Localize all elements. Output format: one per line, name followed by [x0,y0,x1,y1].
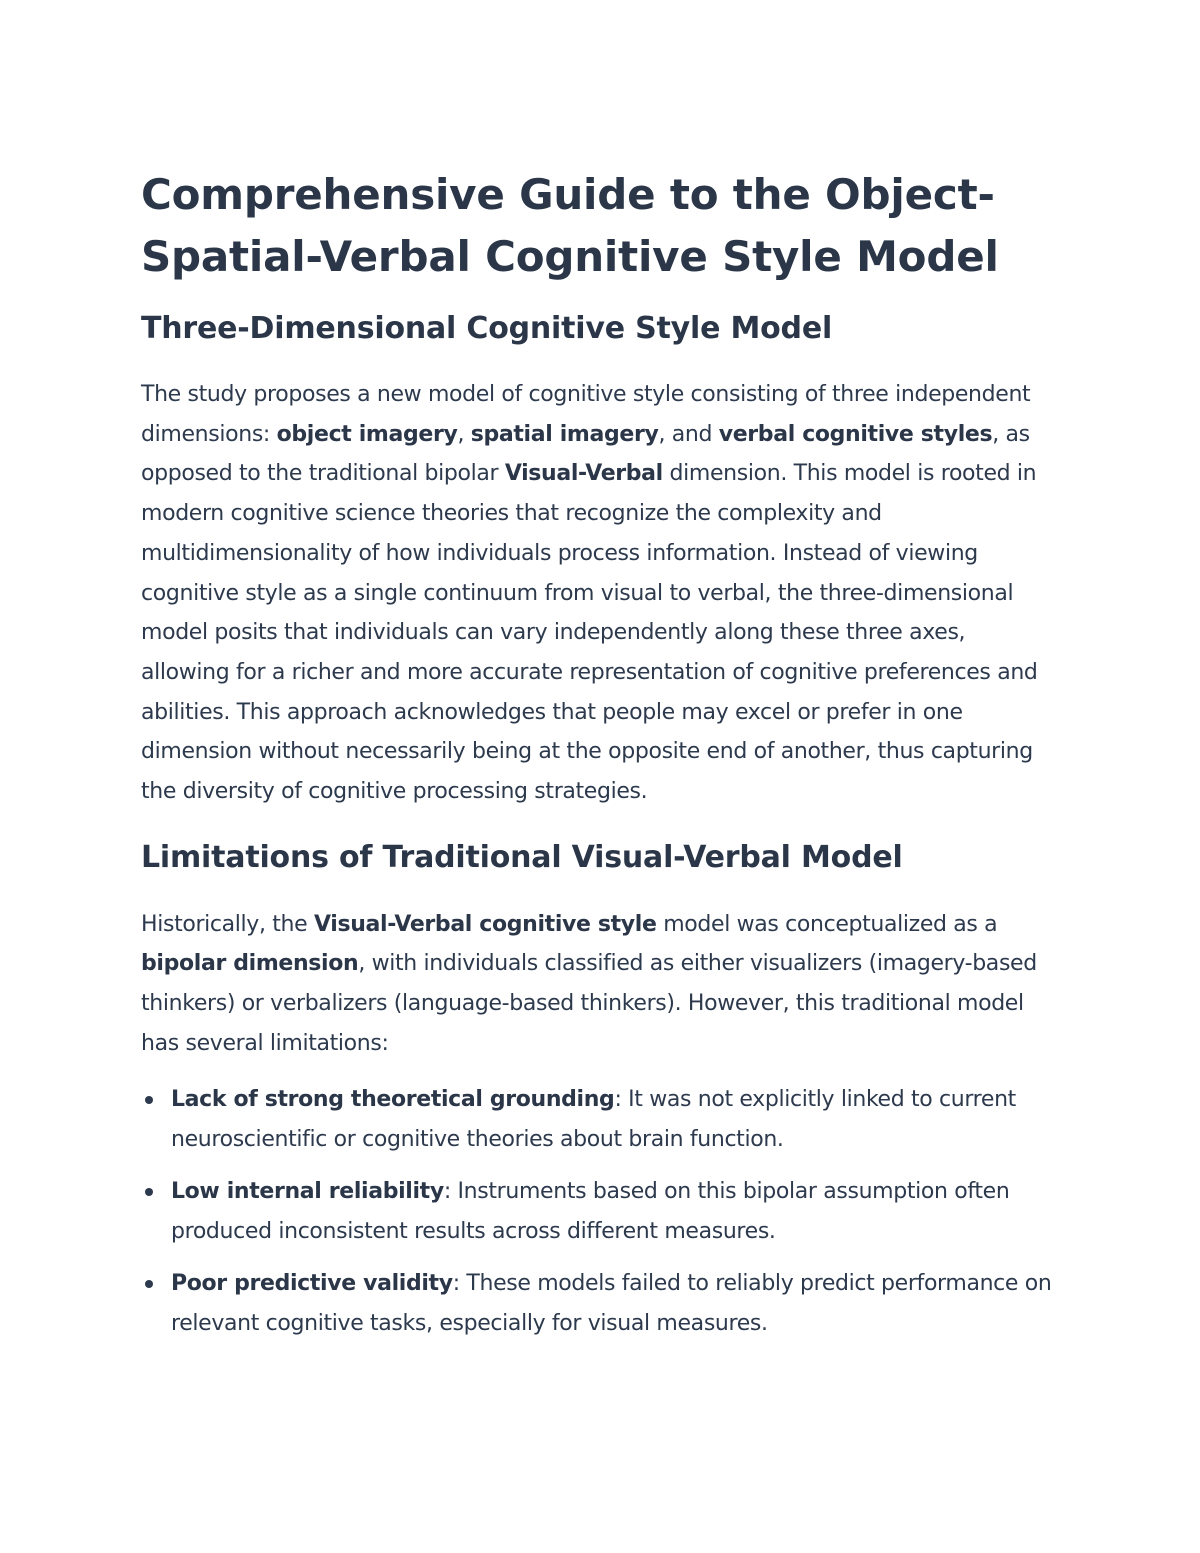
list-item-text: : These models failed to reliably predict performance on relevant cognitive tasks, especially for visual measures. [171,1270,1052,1336]
emphasis-object-imagery: object imagery [276,421,458,447]
emphasis-visual-verbal: Visual-Verbal [504,461,663,487]
paragraph-text: , and [658,421,719,447]
emphasis-bipolar-dimension: bipolar dimension [141,951,359,977]
list-item-text: : Instruments based on this bipolar assumption often produced inconsistent results across different measures. [171,1178,1010,1244]
list-item [141,1080,1052,1160]
bullet-icon [145,1280,153,1288]
list-item-title: Low internal reliability [171,1178,444,1204]
limitations-list [141,1080,1052,1344]
section-paragraph-three-dimensional-model [141,375,1052,812]
paragraph-text: Historically, the [141,911,314,937]
paragraph-text: , with individuals classified as either visualizers (imagery-based thinkers) or verbalizers (language-based thinkers). However, this traditional model has several limitations: [141,951,1037,1056]
section-heading-three-dimensional-model: Three-Dimensional Cognitive Style Model [141,311,833,346]
paragraph-text: , [457,421,471,447]
list-item-title: Lack of strong theoretical grounding [171,1086,615,1112]
emphasis-visual-verbal-cognitive-style: Visual-Verbal cognitive style [313,911,657,937]
list-item [141,1172,1052,1252]
list-item-text: : It was not explicitly linked to current neuroscientific or cognitive theories about brain function. [171,1086,1016,1152]
paragraph-text: , as opposed to the traditional bipolar [141,421,1030,487]
list-item-title: Poor predictive validity [171,1270,453,1296]
section-heading-limitations: Limitations of Traditional Visual-Verbal Model [141,839,903,875]
document-title: Comprehensive Guide to the Object-Spatial-Verbal Cognitive Style Model [141,170,999,281]
section-paragraph-limitations [141,905,1052,1064]
bullet-icon [145,1188,153,1196]
paragraph-text: dimension. This model is rooted in modern cognitive science theories that recognize the complexity and multidimensionality of how individuals process information. Instead of viewing cognitive style as a single continuum from visual to verbal, the three-dimensional model posits that individuals can vary independently along these three axes, allowing for a richer and more accurate representation of cognitive preferences and abilities. This approach acknowledges that people may excel or prefer in one dimension without necessarily being at the opposite end of another, thus capturing the diversity of cognitive processing strategies. [141,461,1038,805]
paragraph-text: model was conceptualized as a [656,911,998,937]
paragraph-text: The study proposes a new model of cognitive style consisting of three independent dimensions: [141,382,1031,447]
list-item [141,1264,1052,1344]
emphasis-spatial-imagery: spatial imagery [470,421,659,447]
emphasis-verbal-cognitive-styles: verbal cognitive styles [718,421,993,447]
bullet-icon [145,1096,153,1104]
